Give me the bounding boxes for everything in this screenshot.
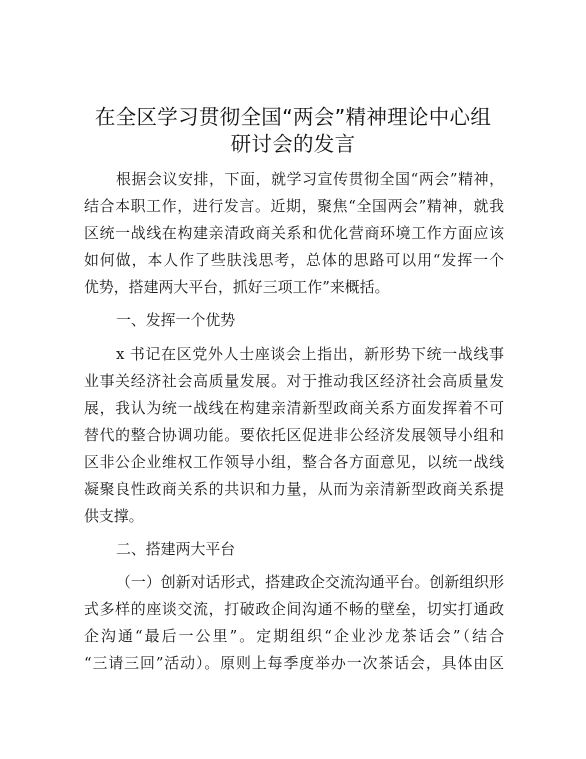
paragraph-1-line: 优势，搭建两大平台，抓好三项工作”来概括。 [84, 278, 390, 296]
paragraph-2-line: 区非公企业维权工作领导小组，整合各方面意见，以统一战线 [84, 453, 504, 471]
paragraph-1-line: 如何做，本人作了些肤浅思考，总体的思路可以用“发挥一个 [84, 251, 504, 269]
paragraph-2-line: 业事关经济社会高质量发展。对于推动我区经济社会高质量发 [84, 372, 504, 390]
paragraph-2-line: 替代的整合协调功能。要依托区促进非公经济发展领导小组和 [84, 426, 504, 444]
paragraph-2-line: 供支撑。 [84, 507, 144, 525]
paragraph-3-line: “三请三回”活动）。原则上每季度举办一次茶话会，具体由区 [84, 654, 504, 672]
section-heading-1: 一、发挥一个优势 [116, 311, 236, 329]
document-title-line-2: 研讨会的发言 [230, 132, 356, 156]
paragraph-1-line: 根据会议安排，下面，就学习宣传贯彻全国“两会”精神， [116, 170, 504, 188]
section-heading-2: 二、搭建两大平台 [116, 540, 236, 558]
paragraph-1-line: 区统一战线在构建亲清政商关系和优化营商环境工作方面应该 [84, 224, 504, 242]
document-title-line-1: 在全区学习贯彻全国“两会”精神理论中心组 [94, 105, 492, 129]
paragraph-3-line: （一）创新对话形式，搭建政企交流沟通平台。创新组织形 [116, 573, 504, 591]
paragraph-2-line: 凝聚良性政商关系的共识和力量，从而为亲清新型政商关系提 [84, 480, 504, 498]
paragraph-1-line: 结合本职工作，进行发言。近期，聚焦“全国两会”精神，就我 [84, 197, 504, 215]
paragraph-2-line: 展，我认为统一战线在构建亲清新型政商关系方面发挥着不可 [84, 399, 504, 417]
paragraph-2-line: x 书记在区党外人士座谈会上指出，新形势下统一战线事 [116, 345, 504, 363]
paragraph-3-line: 式多样的座谈交流，打破政企间沟通不畅的壁垒，切实打通政 [84, 600, 504, 618]
paragraph-3-line: 企沟通“最后一公里”。定期组织“企业沙龙茶话会”（结合 [84, 627, 504, 645]
